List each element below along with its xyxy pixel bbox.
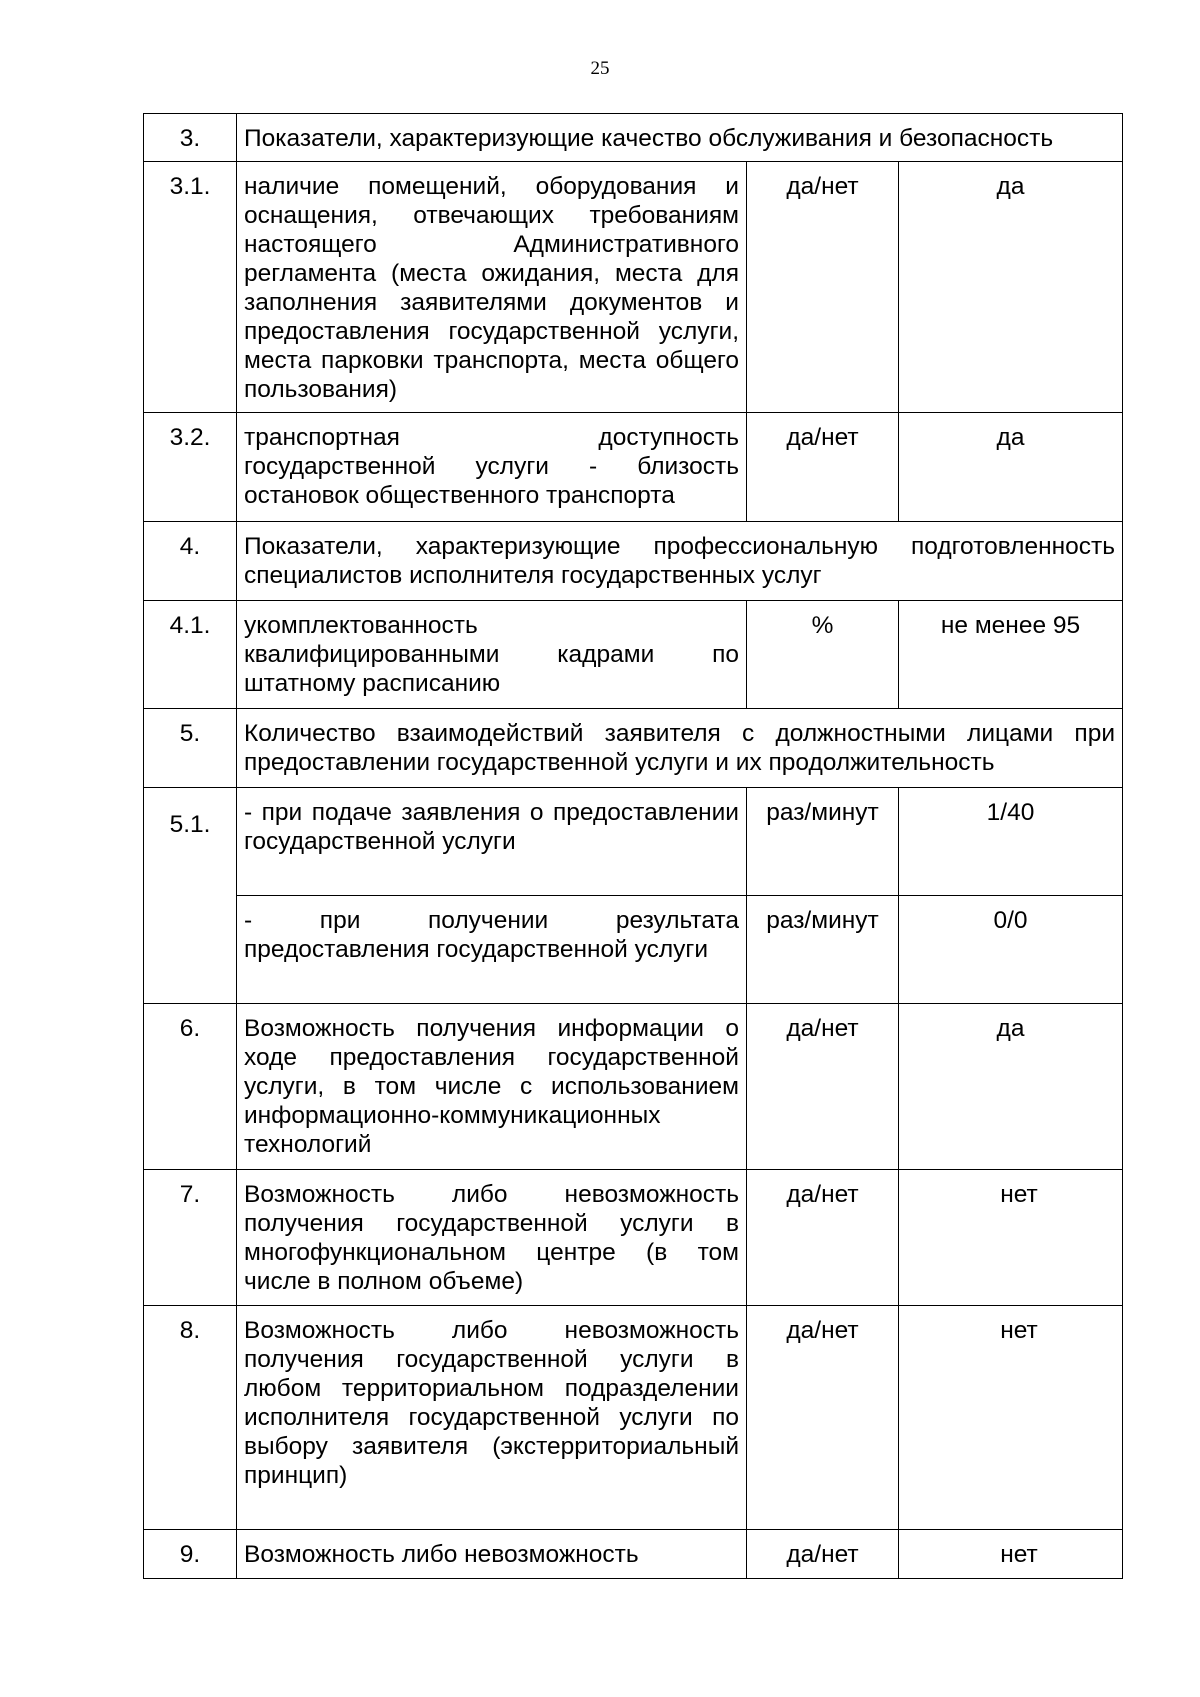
indicator-description: транспортная доступность государственной услуги - близость остановок общественного транспорта (237, 413, 747, 522)
indicator-description: - при подаче заявления о предоставлении государственной услуги (237, 788, 747, 896)
row-number: 4.1. (144, 601, 237, 709)
section-header: Показатели, характеризующие профессиональную подготовленность специалистов исполнителя государственных услуг (237, 522, 1123, 601)
indicators-table (143, 113, 1123, 1579)
row-number: 9. (144, 1530, 237, 1579)
row-number: 3.2. (144, 413, 237, 522)
row-number: 5. (144, 709, 237, 788)
unit-cell: да/нет (747, 162, 899, 413)
value-cell: не менее 95 (899, 601, 1123, 709)
table-row (144, 788, 1123, 896)
value-cell: да (899, 162, 1123, 413)
page-number: 25 (590, 58, 610, 79)
row-number: 3.1. (144, 162, 237, 413)
value-cell: нет (899, 1306, 1123, 1530)
indicator-description: - при получении результата предоставления государственной услуги (237, 896, 747, 1004)
unit-cell: да/нет (747, 1530, 899, 1579)
table-row (144, 1530, 1123, 1579)
unit-cell: да/нет (747, 413, 899, 522)
row-number: 4. (144, 522, 237, 601)
indicator-description: наличие помещений, оборудования и оснащения, отвечающих требованиям настоящего Административного регламента (места ожидания, места для заполнения заявителями документов и предоставления государственной услуги, места парковки транспорта, места общего пользования) (237, 162, 747, 413)
table-row (144, 709, 1123, 788)
row-number: 8. (144, 1306, 237, 1530)
table-row (144, 114, 1123, 162)
unit-cell: да/нет (747, 1306, 899, 1530)
value-cell: нет (899, 1530, 1123, 1579)
value-cell: да (899, 1004, 1123, 1170)
row-number: 7. (144, 1170, 237, 1306)
indicator-description: укомплектованность квалифицированными кадрами по штатному расписанию (237, 601, 747, 709)
table-row (144, 601, 1123, 709)
value-cell: нет (899, 1170, 1123, 1306)
table-row (144, 162, 1123, 413)
unit-cell: раз/минут (747, 788, 899, 896)
unit-cell: раз/минут (747, 896, 899, 1004)
table-row (144, 1306, 1123, 1530)
indicator-description: Возможность либо невозможность получения государственной услуги в любом территориальном подразделении исполнителя государственной услуги по выбору заявителя (экстерриториальный принцип) (237, 1306, 747, 1530)
unit-cell: да/нет (747, 1004, 899, 1170)
table-row (144, 522, 1123, 601)
indicator-description: Возможность либо невозможность (237, 1530, 747, 1579)
unit-cell: % (747, 601, 899, 709)
row-number: 6. (144, 1004, 237, 1170)
indicator-description: Возможность либо невозможность получения государственной услуги в многофункциональном центре (в том числе в полном объеме) (237, 1170, 747, 1306)
value-cell: да (899, 413, 1123, 522)
table-row (144, 413, 1123, 522)
section-header: Количество взаимодействий заявителя с должностными лицами при предоставлении государственной услуги и их продолжительность (237, 709, 1123, 788)
section-header: Показатели, характеризующие качество обслуживания и безопасность (237, 114, 1123, 162)
row-number: 3. (144, 114, 237, 162)
row-number: 5.1. (144, 788, 237, 1004)
value-cell: 0/0 (899, 896, 1123, 1004)
unit-cell: да/нет (747, 1170, 899, 1306)
table-row (144, 896, 1123, 1004)
value-cell: 1/40 (899, 788, 1123, 896)
table-row (144, 1004, 1123, 1170)
table-row (144, 1170, 1123, 1306)
indicator-description: Возможность получения информации о ходе предоставления государственной услуги, в том числе с использованием информационно-коммуникационных технологий (237, 1004, 747, 1170)
